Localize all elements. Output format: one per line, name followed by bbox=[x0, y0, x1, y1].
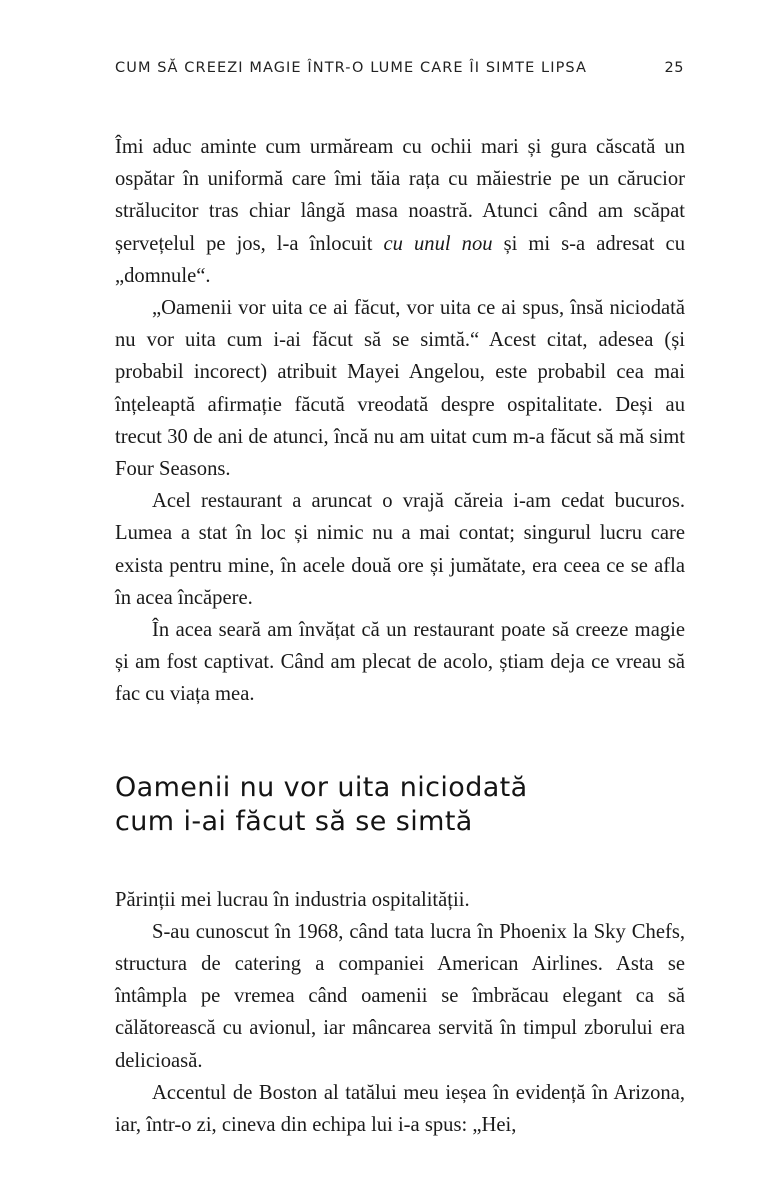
running-header bbox=[115, 60, 684, 76]
paragraph: Îmi aduc aminte cum urmăream cu ochii mari și gura căscată un ospătar în uniformă care îmi tăia rața cu măiestrie pe un cărucior strălucitor tras chiar lângă masa noastră. Atunci când am scăpat șervețelul pe jos, l-a înlocuit cu unul nou și mi s-a adresat cu „domnule“. bbox=[115, 136, 685, 287]
section-heading bbox=[115, 771, 685, 839]
paragraph: Părinții mei lucrau în industria ospitalității. bbox=[115, 888, 470, 911]
paragraph: Accentul de Boston al tatălui meu ieșea în evidență în Arizona, iar, într-o zi, cineva din echipa lui i-a spus: „Hei, bbox=[115, 1081, 685, 1137]
paragraph: S-au cunoscut în 1968, când tata lucra în Phoenix la Sky Chefs, structura de catering a companiei American Airlines. Asta se întâmpla pe vremea când oamenii se îmbrăcau elegant ca să călătorească cu avionul, iar mâncarea servită în timpul zborului era delicioasă. bbox=[115, 920, 685, 1072]
italic-phrase: cu unul nou bbox=[383, 232, 493, 255]
page-number: 25 bbox=[664, 60, 684, 76]
running-title: CUM SĂ CREEZI MAGIE ÎNTR-O LUME CARE ÎI SIMTE LIPSA bbox=[115, 60, 588, 76]
section-heading-line: Oamenii nu vor uita niciodată bbox=[115, 771, 528, 803]
section-heading-line: cum i-ai făcut să se simtă bbox=[115, 805, 473, 837]
body-text bbox=[115, 131, 685, 1141]
paragraph: Acel restaurant a aruncat o vrajă căreia i-am cedat bucuros. Lumea a stat în loc și nimic nu a mai contat; singurul lucru care exista pentru mine, în acele două ore și jumătate, era ceea ce se afla în acea încăpere. bbox=[115, 490, 685, 609]
paragraph: În acea seară am învățat că un restaurant poate să creeze magie și am fost captivat. Când am plecat de acolo, știam deja ce vreau să fac cu viața mea. bbox=[115, 619, 685, 706]
paragraph: „Oamenii vor uita ce ai făcut, vor uita ce ai spus, însă niciodată nu vor uita cum i-ai făcut să se simtă.“ Acest citat, adesea (și probabil incorect) atribuit Mayei Angelou, este probabil cea mai înțeleaptă afirmație făcută vreodată despre ospitalitate. Deși au trecut 30 de ani de atunci, încă nu am uitat cum m-a făcut să mă simt Four Seasons. bbox=[115, 297, 685, 481]
